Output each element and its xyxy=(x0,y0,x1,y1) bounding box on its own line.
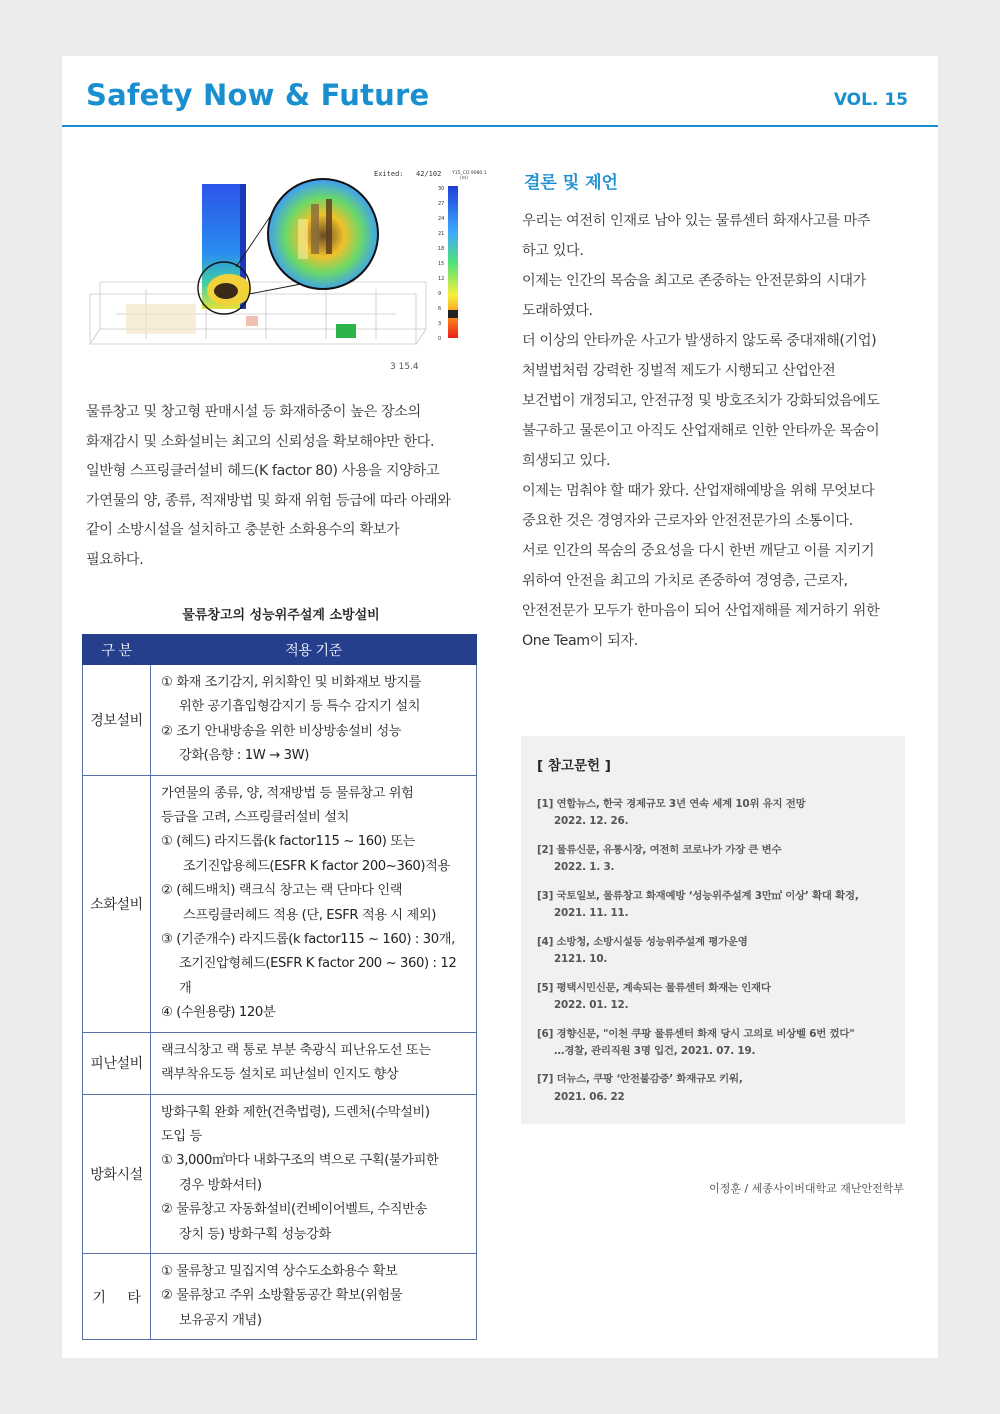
author-credit: 이정훈 / 세종사이버대학교 재난안전학부 xyxy=(709,1182,904,1195)
reference-date: 2021. 06. 22 xyxy=(554,1090,625,1103)
legend-unit: (m) xyxy=(460,176,468,181)
criteria-line: 조기진압형헤드(ESFR K factor 200 ~ 360) : 12개 xyxy=(179,956,457,996)
table-cell-criteria xyxy=(151,665,477,776)
reference-item xyxy=(537,1071,889,1105)
conclusion-line: 서로 인간의 목숨의 중요성을 다시 한번 깨닫고 이를 지키기 xyxy=(522,543,875,559)
legend-tick-label: 21 xyxy=(438,231,445,237)
criteria-line: 가연물의 종류, 양, 적재방법 등 물류창고 위험 xyxy=(161,785,414,801)
magazine-title: Safety Now & Future xyxy=(86,78,430,112)
criteria-line: ② (헤드배치) 랙크식 창고는 랙 단마다 인랙 xyxy=(161,883,403,899)
criteria-line: 랙부착유도등 설치로 피난설비 인지도 향상 xyxy=(161,1067,399,1083)
conclusion-line: 처벌법처럼 강력한 징벌적 제도가 시행되고 산업안전 xyxy=(522,363,836,379)
fire-facility-table xyxy=(82,634,477,1340)
conclusion-line: 안전전문가 모두가 한마음이 되어 산업재해를 제거하기 위한 xyxy=(522,603,880,619)
reference-date: 2121. 10. xyxy=(554,952,608,965)
conclusion-line: 중요한 것은 경영자와 근로자와 안전전문가의 소통이다. xyxy=(522,513,853,529)
table-header-criteria: 적용 기준 xyxy=(151,635,477,665)
reference-text: [2] 물류신문, 유통시장, 여전히 코로나가 가장 큰 변수 xyxy=(537,843,782,856)
conclusion-line: 희생되고 있다. xyxy=(522,453,611,469)
table-row xyxy=(83,1032,477,1094)
conclusion-line: 불구하고 물론이고 아직도 산업재해로 인한 안타까운 목숨이 xyxy=(522,423,880,439)
legend-title: Y15_CO 9080.1 xyxy=(452,171,487,176)
paragraph-line: 물류창고 및 창고형 판매시설 등 화재하중이 높은 장소의 xyxy=(86,404,421,420)
conclusion-line: 우리는 여전히 인재로 남아 있는 물류센터 화재사고를 마주 xyxy=(522,213,871,229)
conclusion-line: 도래하였다. xyxy=(522,303,593,319)
criteria-line: ③ (기준개수) 라지드롭(k factor115 ~ 160) : 30개, xyxy=(161,932,455,948)
table-cell-category: 피난설비 xyxy=(83,1032,151,1094)
legend-tick-label: 27 xyxy=(438,201,445,207)
intro-paragraph xyxy=(86,398,466,576)
criteria-line: 보유공지 개념) xyxy=(179,1312,262,1328)
reference-item xyxy=(537,888,889,922)
reference-date: 2022. 1. 3. xyxy=(554,861,615,874)
legend-tick-label: 15 xyxy=(438,261,445,267)
legend-tick-label: 6 xyxy=(438,306,442,312)
criteria-line: 스프링클러헤드 적용 (단, ESFR 적용 시 제외) xyxy=(183,907,436,923)
table-cell-criteria xyxy=(151,1032,477,1094)
conclusion-paragraph xyxy=(522,206,906,656)
reference-date: 2021. 11. 11. xyxy=(554,907,629,920)
reference-text: [6] 경향신문, "이천 쿠팡 물류센터 화재 당시 고의로 비상벨 6번 껐다" xyxy=(537,1027,855,1040)
reference-date: 2022. 01. 12. xyxy=(554,998,629,1011)
conclusion-line: 위하여 안전을 최고의 가치로 존중하여 경영층, 근로자, xyxy=(522,573,848,589)
criteria-line: 방화구획 완화 제한(건축법령), 드렌처(수막설비) xyxy=(161,1104,430,1120)
reference-item xyxy=(537,796,889,830)
criteria-line: ① (헤드) 라지드롭(k factor115 ~ 160) 또는 xyxy=(161,834,415,850)
legend-tick-label: 30 xyxy=(438,186,445,192)
legend-tick-label: 9 xyxy=(438,291,442,297)
reference-date: 2022. 12. 26. xyxy=(554,815,629,828)
criteria-line: 경우 방화셔터) xyxy=(179,1177,262,1193)
reference-text: [7] 더뉴스, 쿠팡 ‘안전불감증’ 화재규모 키워, xyxy=(537,1073,743,1086)
conclusion-line: One Team이 되자. xyxy=(522,633,638,649)
legend-tick-label: 0 xyxy=(438,336,442,342)
table-cell-criteria xyxy=(151,1094,477,1253)
conclusion-line: 더 이상의 안타까운 사고가 발생하지 않도록 중대재해(기업) xyxy=(522,333,877,349)
table-cell-criteria xyxy=(151,1253,477,1339)
reference-text: [4] 소방청, 소방시설등 성능위주설계 평가운영 xyxy=(537,935,748,948)
conclusion-title: 결론 및 제언 xyxy=(524,173,618,193)
criteria-line: ① 화재 조기감지, 위치확인 및 비화재보 방지를 xyxy=(161,675,422,690)
conclusion-line: 하고 있다. xyxy=(522,243,584,259)
header-divider xyxy=(62,125,938,127)
criteria-line: 위한 공기흡입형감지기 등 특수 감지기 설치 xyxy=(179,699,421,715)
table-row xyxy=(83,1094,477,1253)
table-cell-category: 기 타 xyxy=(83,1253,151,1339)
fire-simulation-figure xyxy=(86,164,487,364)
criteria-line: 랙크식창고 랙 통로 부분 축광식 피난유도선 또는 xyxy=(161,1042,431,1058)
criteria-line: ① 물류창고 밀집지역 상수도소화용수 확보 xyxy=(161,1263,398,1279)
paragraph-line: 같이 소방시설을 설치하고 충분한 소화용수의 확보가 xyxy=(86,522,400,539)
exited-label: Exited: xyxy=(374,170,404,178)
criteria-line: 조기진압용헤드(ESFR K factor 200~360)적용 xyxy=(183,858,450,874)
reference-item xyxy=(537,980,889,1014)
table-cell-category: 소화설비 xyxy=(83,775,151,1032)
table-row xyxy=(83,665,477,776)
legend-tick-label: 18 xyxy=(438,246,445,252)
reference-item xyxy=(537,1026,889,1060)
conclusion-line: 이제는 멈춰야 할 때가 왔다. 산업재해예방을 위해 무엇보다 xyxy=(522,483,875,499)
paragraph-line: 일반형 스프링클러설비 헤드(K factor 80) 사용을 지양하고 xyxy=(86,463,440,480)
criteria-line: 장치 등) 방화구획 성능강화 xyxy=(179,1226,331,1242)
volume-number: VOL. 15 xyxy=(833,90,908,110)
conclusion-line: 보건법이 개정되고, 안전규정 및 방호조치가 강화되었음에도 xyxy=(522,393,880,409)
reference-date: …경찰, 관리직원 3명 입건, 2021. 07. 19. xyxy=(554,1044,756,1057)
legend-tick-label: 3 xyxy=(438,321,442,327)
paragraph-line: 가연물의 양, 종류, 적재방법 및 화재 위험 등급에 따라 아래와 xyxy=(86,492,451,509)
paragraph-line: 필요하다. xyxy=(86,551,144,568)
table-cell-category: 방화시설 xyxy=(83,1094,151,1253)
criteria-line: 도입 등 xyxy=(161,1128,202,1144)
reference-item xyxy=(537,934,889,968)
page xyxy=(62,56,938,1358)
table-cell-criteria xyxy=(151,775,477,1032)
criteria-line: ① 3,000㎡마다 내화구조의 벽으로 구획(불가피한 xyxy=(161,1153,439,1169)
paragraph-line: 화재감시 및 소화설비는 최고의 신뢰성을 확보해야만 한다. xyxy=(86,433,435,450)
criteria-line: 등급을 고려, 스프링클러설비 설치 xyxy=(161,810,349,826)
criteria-line: ② 물류창고 주위 소방활동공간 확보(위험물 xyxy=(161,1288,403,1304)
table-row xyxy=(83,1253,477,1339)
figure-caption: 3 15.4 xyxy=(390,362,419,372)
table-title: 물류창고의 성능위주설계 소방설비 xyxy=(182,608,380,623)
criteria-line: ④ (수원용량) 120분 xyxy=(161,1005,276,1021)
criteria-line: ② 조기 안내방송을 위한 비상방송설비 성능 xyxy=(161,723,402,739)
reference-text: [5] 평택시민신문, 계속되는 물류센터 화재는 인재다 xyxy=(537,981,771,994)
legend-tick-label: 12 xyxy=(438,276,445,282)
references-box xyxy=(521,736,905,1124)
exited-count: 42/102 xyxy=(416,170,442,178)
criteria-line: 강화(음향 : 1W → 3W) xyxy=(179,748,309,764)
legend-tick-label: 24 xyxy=(438,216,445,222)
table-cell-category: 경보설비 xyxy=(83,665,151,776)
reference-item xyxy=(537,842,889,876)
reference-text: [3] 국토일보, 물류창고 화재예방 ‘성능위주설계 3만㎡ 이상’ 확대 확정, xyxy=(537,889,859,902)
reference-text: [1] 연합뉴스, 한국 경제규모 3년 연속 세계 10위 유지 전망 xyxy=(537,798,806,810)
table-row xyxy=(83,775,477,1032)
table-header-category: 구 분 xyxy=(83,635,151,665)
conclusion-line: 이제는 인간의 목숨을 최고로 존중하는 안전문화의 시대가 xyxy=(522,273,866,289)
references-title: [ 참고문헌 ] xyxy=(537,758,611,774)
criteria-line: ② 물류창고 자동화설비(컨베이어벨트, 수직반송 xyxy=(161,1202,427,1218)
